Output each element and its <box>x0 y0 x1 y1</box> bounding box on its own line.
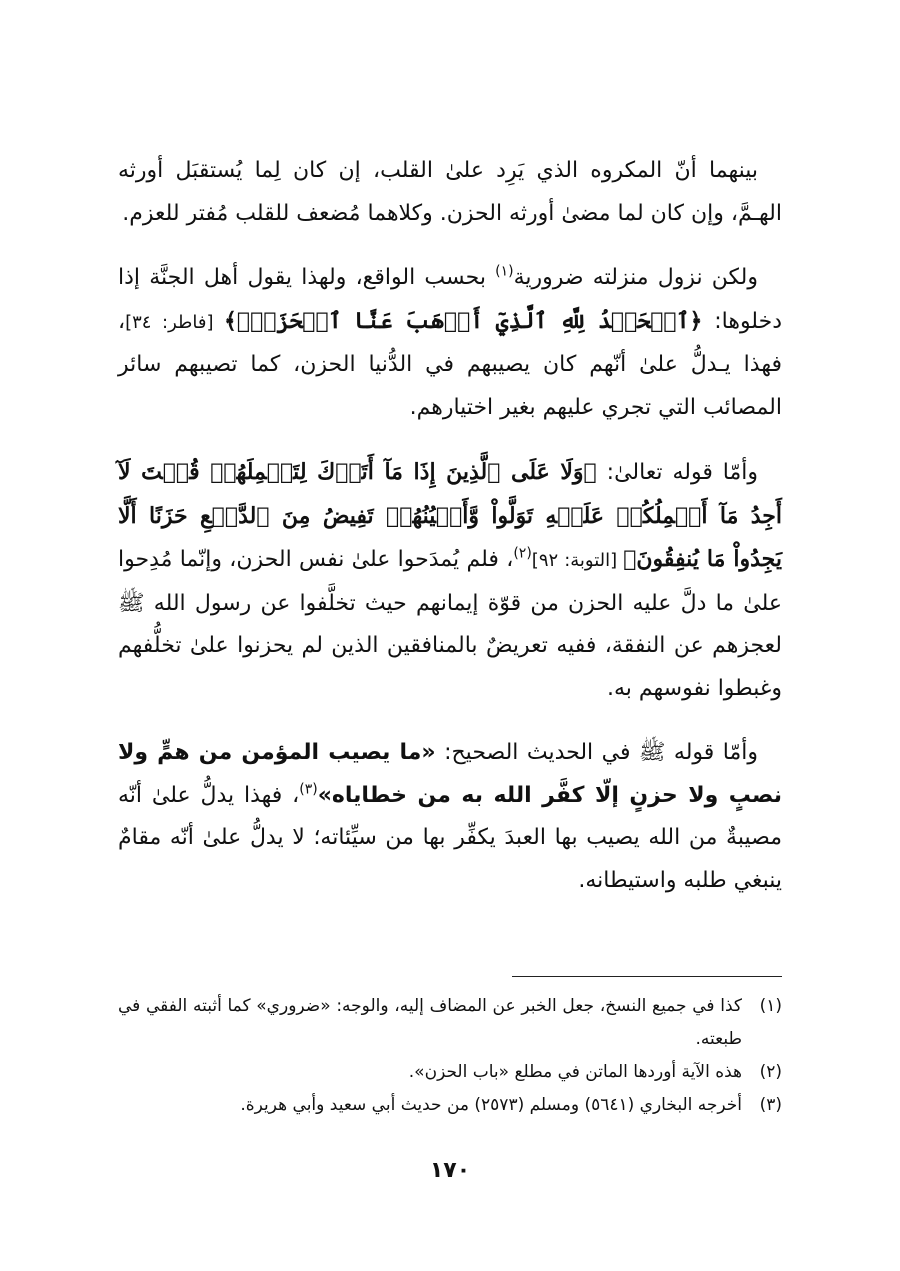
paragraph-4-text-start: وأمّا قوله ﷺ في الحديث الصحيح: <box>435 740 758 765</box>
paragraph-4 <box>118 732 782 902</box>
paragraph-2 <box>118 257 782 429</box>
footnote-1 <box>118 990 782 1056</box>
paragraph-2-text-end: ، فهذا يـدلُّ علىٰ أنّهم كان يصيبهم في الدُّنيا الحزن، كما تصيبهم سائر المصائب التي تجري عليهم بغير اختيارهم. <box>118 308 782 420</box>
paragraph-4-text-end: ، فهذا يدلُّ علىٰ أنّه مصيبةٌ من الله يصيب بها العبدَ يكفِّر بها من سيِّئاته؛ لا يدلُّ علىٰ أنّه مقامٌ ينبغي طلبه واستيطانه. <box>118 782 782 893</box>
footnote-3-number: (٣) <box>759 1095 782 1115</box>
footnote-3 <box>118 1089 782 1122</box>
quran-verse-tawbah: ﴿وَلَا عَلَى ٱلَّذِينَ إِذَا مَآ أَتَوۡكَ لِتَحۡمِلَهُمۡ قُلۡتَ لَآ أَجِدُ مَآ أَحۡمِلُكُمۡ عَلَيۡهِ تَوَلَّواْ وَّأَعۡيُنُهُمۡ تَفِيضُ مِنَ ٱلدَّمۡعِ حَزَنًا أَلَّا يَجِدُواْ مَا يُنفِقُونَ﴾ <box>118 459 782 572</box>
footnotes <box>118 990 782 1122</box>
verse-reference-fatir: [فاطر: ٣٤] <box>125 311 225 333</box>
paragraph-2-text-middle: بحسب الواقع، ولهذا يقول أهل الجنَّة إذا دخلوها: <box>118 265 782 334</box>
footnote-3-text: أخرجه البخاري (٥٦٤١) ومسلم (٢٥٧٣) من حديث أبي سعيد وأبي هريرة. <box>240 1095 742 1115</box>
paragraph-1 <box>118 150 782 235</box>
footnote-1-number: (١) <box>759 996 782 1016</box>
paragraph-2-text-start: ولكن نزول منزلته ضرورية <box>513 265 759 290</box>
footnote-marker-2: (٢) <box>513 545 532 562</box>
paragraph-1-text: بينهما أنّ المكروه الذي يَرِد علىٰ القلب، إن كان لِما يُستقبَل أورثه الهـمَّ، وإن كان لما مضىٰ أورثه الحزن. وكلاهما مُضعف للقلب مُفتر للعزم. <box>118 158 782 226</box>
paragraph-3-text-start: وأمّا قوله تعالىٰ: <box>596 460 758 485</box>
footnote-marker-1: (١) <box>495 263 514 280</box>
footnote-1-text: كذا في جميع النسخ، جعل الخبر عن المضاف إليه، والوجه: «ضروري» كما أثبته الفقي في طبعته. <box>118 996 742 1049</box>
footnote-2-number: (٢) <box>759 1062 782 1082</box>
footnote-2 <box>118 1056 782 1089</box>
paragraph-3 <box>118 451 782 710</box>
hadith-quote: «ما يصيب المؤمن من همٍّ ولا نصبٍ ولا حزنٍ إلّا كفَّر الله به من خطاياه» <box>118 740 782 808</box>
page-number: ١٧٠ <box>429 1158 471 1183</box>
footnote-2-text: هذه الآية أوردها الماتن في مطلع «باب الحزن». <box>408 1062 742 1082</box>
verse-reference-tawbah: [التوبة: ٩٢] <box>531 550 624 571</box>
paragraph-3-text-end: ، فلم يُمدَحوا علىٰ نفس الحزن، وإنّما مُدِحوا علىٰ ما دلَّ عليه الحزن من قوّة إيمانهم حيث تخلَّفوا عن رسول الله ﷺ لعجزهم عن النفقة، ففيه تعريضٌ بالمنافقين الذين لم يحزنوا علىٰ تخلُّفهم وغبطوا نفوسهم به. <box>118 547 782 701</box>
footnote-separator <box>512 976 782 977</box>
footnote-marker-3: (٣) <box>299 781 318 798</box>
quran-verse-fatir: ﴿ٱلۡحَمۡدُ لِلَّهِ ٱلَّذِيٓ أَذۡهَبَ عَنَّا ٱلۡحَزَنَۖ﴾ <box>224 307 703 334</box>
